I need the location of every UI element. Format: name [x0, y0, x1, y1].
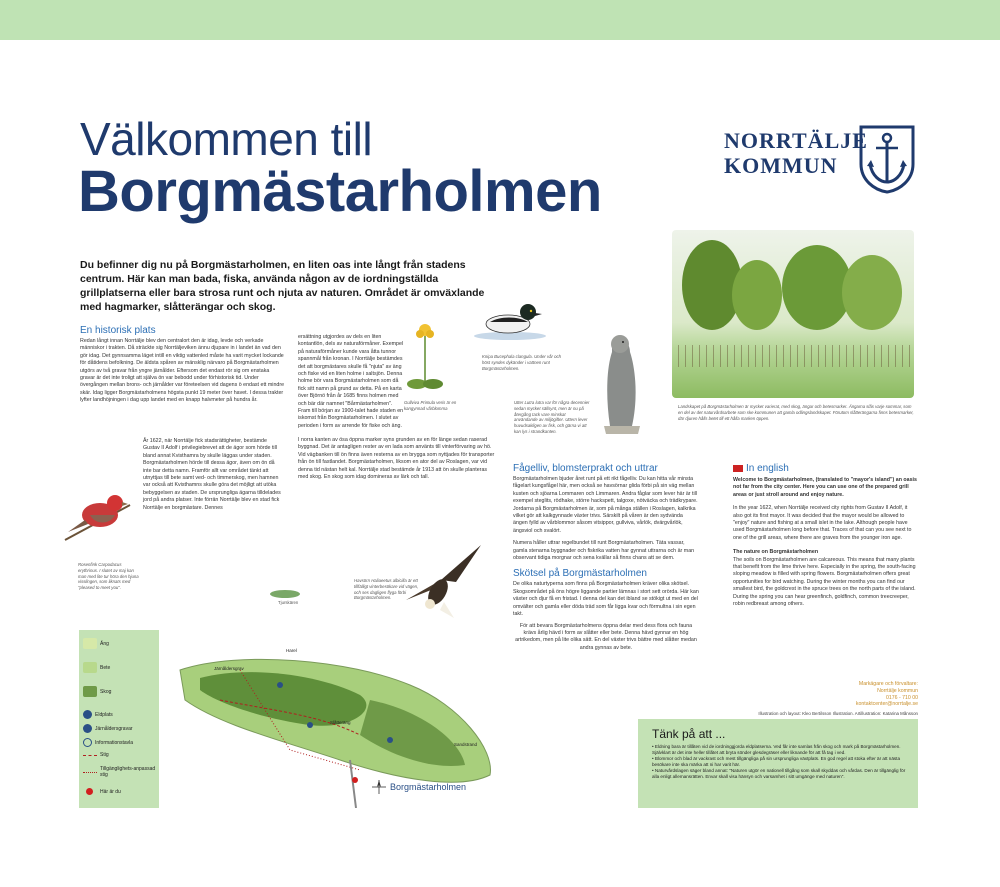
english-p1: In the year 1622, when Norrtälje received city rights from Gustav II Adolf, it also got its first mayor. It was decided that the mayor would be allowed to "enjoy" nature and fishing at a small islet in the lake. Although people have used Borgmästarholmen long before that. Traces of that can you see next to one of the grill areas, where there are graves from the younger iron age. — [733, 505, 912, 541]
english-heading — [733, 463, 917, 474]
contact-line-3: 0176 - 710 00 — [885, 694, 918, 701]
map-label-grave: Järnåldersgrav — [214, 666, 244, 671]
anchor-shield-icon — [858, 124, 916, 194]
birds-heading: Fågelliv, blomsterprakt och uttrar — [513, 463, 658, 474]
contact-line-2: Norrtälje kommun — [877, 687, 918, 694]
reminders-list — [652, 744, 910, 781]
cowslip-illustration — [405, 318, 445, 396]
credits: Illustration och layout: Kleo Bertilsson Illustration. Artillustration: Katarina Månsson — [758, 711, 918, 716]
pasture-swatch-icon — [83, 662, 97, 673]
english-p2: The soils on Borgmästarholmen are calcareous. This means that many plants that benefit from the lime thrive here. Especially in the spring, the south-facing sloping meadow is filled with spring flowers. Borgmästarholmen offers great opportunities for bird watching. During the winter months you can find our smallest bird, the goldcrest in the spruce trees on the north parts of the island. During the spring you can hear greenfinch, goldfinch, common treecreeper, robin redbreast among others. — [733, 556, 916, 608]
birds-section — [513, 463, 699, 652]
legend-graves: Järnåldersgravar — [83, 724, 133, 733]
caption-otter: Utter Lutra lutra var för några decennier sedan mycket sällsynt, men är nu på återgång tack vare minskat användande av miljögifter. Uttern lever huvudsakligen av fisk, och gärna vi att kan lys i strandkanten. — [514, 400, 590, 434]
english-heading-text: In english — [746, 463, 789, 474]
skerry-illustration — [268, 588, 302, 600]
legend-pasture: Bete — [83, 662, 110, 673]
skotsel-p2: För att bevara Borgmästarholmens öppna delar med dess flora och fauna krävs årlig hävd i form av slåtter eller bete. Denna hävd gynnar en hög artrikedom, men på lite olika sätt. En del växter trivs bättre med slåtter medan andra gynnas av bete. — [515, 622, 697, 651]
label-skerry: Tjurskären — [278, 600, 299, 605]
history-heading: En historisk plats — [80, 325, 156, 336]
contact-line-1: Markägare och förvaltare: — [858, 681, 918, 687]
contact-line-4: kontaktcenter@norrtalje.se — [855, 701, 918, 708]
logo-line-1: NORRTÄLJE — [724, 128, 868, 153]
rosefinch-illustration — [60, 470, 140, 555]
reminders-box — [638, 719, 918, 808]
legend-forest: Skog — [83, 686, 111, 697]
map-label-harel: Harel — [286, 648, 297, 653]
skotsel-heading: Skötsel på Borgmästarholmen — [513, 568, 647, 580]
compass-icon — [372, 780, 386, 794]
english-subheading: The nature on Borgmästarholmen — [733, 549, 819, 556]
history-p4: I norra kanten av ösa öppna marker syns grunden av en för länge sedan raserad byggnad. Det är antagligen rester av en lada som använts till vinterförvaring av hö. Vid vägbanken till ön finns även resterna av en brygga som nyttjades för transporter från ön till fastlandet. Borgmästarholmen, liksom en ator del av Roslagen, var vid denna tid nästan helt kal. Norrtälje stad bestämde år 1913 att ön skulle planteras med skog. En skog som idag domineras av lärk och tall. — [298, 437, 495, 481]
birds-p2: Numera håller uttrar regelbundet till runt Borgmästarholmen. Täta vassar, gamla stenarna byggnader och fiskrika vatten har gynnat uttrarna och är man observant tidiga morgnar och sena kvällar så finns chans att se dem. — [513, 540, 695, 562]
goldeneye-illustration — [470, 292, 550, 344]
map-label-meadow: Slåtteräng — [330, 720, 351, 725]
meadow-swatch-icon — [83, 638, 97, 649]
legend-you-are-here: Här är du — [83, 788, 121, 795]
caption-rosefinch: Rosenfink Carpodacus erythrinus. I slutet av maj kan man med lite tur höra den hjuna visslingen, som liknats med "pleased to meet you". — [78, 562, 139, 591]
map-label-beach: Sandstrand — [454, 742, 478, 747]
history-p3: ersättning utgjordes av dels en liten kontantlön, dels av naturaförmåner. Exempel på naturaförmåner kunde vara åtta tunnor spannmål från kronan. I Norrtälje bestämdes det att borgmästares skulle få "njuta" av äng och fiske vid en liten holme i saltsjön. Denna holme bör vara Borgmästarholmen som då fick sitt namn på grund av detta. På en karta över Björnö från år 1685 finns holmen med och bär där namnet "Bårmästarholmen". Fram till början av 1900-talet hade staden en iskomst från Borgmästarholmen. I slutet av perioden i form av arrende för fiske och äng. — [298, 334, 404, 429]
history-p1: Redan långt innan Norrtälje blev den centralort den är idag, levde och verkade människor i trakten. Då sträckte sig Norrtäljeviken ännu djupare in i landet än vad den gör idag. Det gynnsamma läget intill en viktig vattenled måste ha varit mycket lockande för dåtidens befolkning. De äldsta spåren av mänsklig närvaro på Borgmästarholmen utgörs av två gravar från yngre järnålder. Eftersom det endast rör sig om enstaka gravar är det inte troligt att själva ön var bebodd under förhistorisk tid. Under övergången mellan brons- och järnålder var företeelsen vid dagens ö endast ett mindre skär. Idag ligger Borgmästarholmens högsta punkt 19 meter över havet. I dessa trakter lyfter landhöjningen i dag upp landet med en knapp halvmeter på hundra år. — [80, 338, 285, 404]
contact-block — [856, 681, 918, 708]
municipality-logo-text — [724, 128, 868, 178]
legend-infoboard: Informationstavla — [83, 738, 133, 747]
history-p2: År 1622, när Norrtälje fick stadsrättigheter, bestämde Gustav II Adolf i privilegiebrevet att de ägor som hörde till bland annat Kvisthamra by skulle läggas under staden. Borgmästarholmen hörde till dessa ägor, även om ön då inte bar detta namn. Framför allt var området tänkt att utnyttjas till bete samt ved- och timmerskog, men hamnen var också att Kvisthamns skulle göra det möjligt att utöka bebyggelsen av staden. De ursprungliga ägarna tilldelades jord på andra platser. Inte förrän Norrtälje blev en stad fick Norrtälje en borgmästare. Dennes — [143, 438, 281, 511]
history-column-1 — [80, 325, 285, 405]
reminder-item: • Eldning bara är tillåten vid de iordninggjorda eldplatserna. Ved får inte samlas från skog och mark på Borgmästarholmen. Självklart är det inte heller tillåtet att bryta sönder glesdegräser eller liknande för att få tag i ved. — [652, 744, 910, 756]
map-title: Borgmästarholmen — [390, 782, 467, 792]
english-section — [733, 463, 917, 609]
reminder-item: • Naturvårdslagen säger bland annat: "Naturen utgör en nationell tillgång som skall skyddas och vårdas. Den är tillgänglig för alla enligt allemansrätten. Envar skall visa hänsyn och varsamhet i sitt umgänge med naturen". — [652, 768, 910, 780]
intro-paragraph: Du befinner dig nu på Borgmästarholmen, en liten oas inte långt från stadens centrum. Här kan man bada, fiska, använda någon av de iordningställda grillplatserna eller bara strosa runt och njuta av naturen. Området är omväxlande med hagmarker, slåtterängar och skog. — [80, 259, 485, 313]
path-line-icon — [83, 755, 97, 756]
fireplace-icon — [83, 710, 92, 719]
reminders-heading: Tänk på att ... — [652, 727, 726, 741]
caption-goldeneye: Knipa Bucephala clangula. Under vår och höst syndes dykänder i vattnen runt Borgmästarholmen. — [482, 354, 562, 371]
reminder-item: • Blommor och blad är vackrast och mest tillgängliga på sin ursprungliga växtplats. En god regel att stoka efter är att nästa besökare inte ska märka att ni har varit här. — [652, 756, 910, 768]
map-legend — [79, 630, 159, 808]
logo-line-2: KOMMUN — [724, 153, 838, 178]
grave-icon — [83, 724, 92, 733]
legend-accessible-path: Tillgänglighets-anpassad stig — [83, 766, 157, 778]
accessible-path-icon — [83, 772, 97, 773]
caption-eagle: Havsörn Haliaeetus albicilla är ett tillfälligt vinterbesökare vid vägen, och ses dagligen flyga förbi Borgmästarholmen. — [354, 578, 419, 601]
uk-flag-icon — [733, 465, 743, 472]
landscape-photo — [672, 230, 914, 398]
caption-cowslip: Gullviva Primula veris är en kangynnad vårblomma — [404, 400, 457, 411]
legend-path: Stig — [83, 752, 109, 758]
legend-meadow: Äng — [83, 638, 109, 649]
legend-fireplace: Eldplats — [83, 710, 113, 719]
english-lead: Welcome to Borgmästarholmen, (translated to "mayor's island") an oasis not far from the city center. Here you can use one of the prepared grill areas or just stroll around and enjoy nature. — [733, 477, 917, 498]
birds-p1: Borgmästarholmen bjuder året runt på ett rikt fågelliv. Du kan hitta vår minsta fågelart kungsfågel här, men också se havsörnar glida förbi på sin väg mellan kusten och sjöarna Lommaren och Limmaren. Andra fåglar som lever här är till exempel steglits, rödhake, större hackspett, talgoxe, nötväcka och trädkrypare. Jordarna på Borgmästarholmen är, som på många ställen i Roslagen, kalkrika vilket gör att kalkgynnade växter trivs. Särskilt på våren är den sydvända ängen fylld av vårblommor såsom vitsippor, gullviva, vårlök, dvärgvårlök, ängsviol och svalört. — [513, 476, 698, 534]
forest-swatch-icon — [83, 686, 97, 697]
title-welcome: Välkommen till — [80, 113, 373, 165]
you-are-here-icon — [86, 788, 93, 795]
top-green-band — [0, 0, 1000, 40]
info-icon — [83, 738, 92, 747]
caption-landscape: Landskapet på Borgmästarholmen är mycket varierat, med skog, ängar och betesmarker. Ängarna slås varje sommar, som en del av det naturvårdsarbete som ske kommunen att gamla odlingslandskapet. Förutom slåtterängarna finns betesmarker, där djuren hålls betet till ett hålla marken öppen. — [678, 404, 914, 421]
otter-illustration — [592, 330, 646, 438]
skotsel-p1: De olika naturtyperna som finns på Borgmästarholmen kräver olika skötsel. Skogsområdet på öns högre liggande partier lämnas i stort sett orörda. Här kan växter och djur få en fristad. I denna del kan det ibland se stökigt ut med en del omvälter och gamla eller döda träd som får ligga kvar och förmultna i sin egen takt. — [513, 581, 699, 618]
title-place: Borgmästarholmen — [78, 159, 602, 224]
